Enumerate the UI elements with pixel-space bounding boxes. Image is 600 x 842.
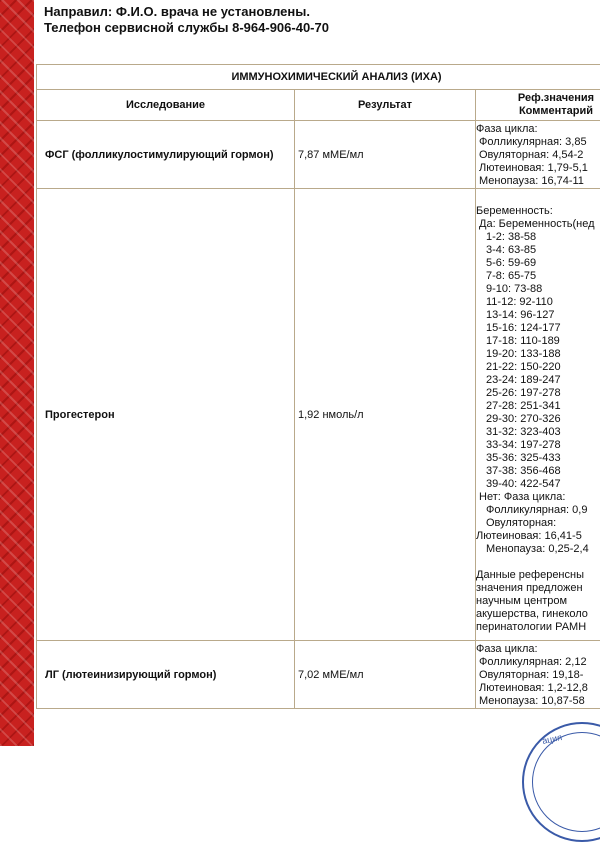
ref-line: Овуляторная: bbox=[476, 517, 600, 530]
ref-line: перинатологии РАМН bbox=[476, 621, 600, 634]
ref-line: научным центром bbox=[476, 595, 600, 608]
ref-line: 25-26: 197-278 bbox=[476, 387, 600, 400]
ref-line: Фолликулярная: 0,9 bbox=[476, 504, 600, 517]
ref-line: 35-36: 325-433 bbox=[476, 452, 600, 465]
table-row bbox=[37, 641, 600, 709]
clinic-stamp bbox=[522, 722, 600, 842]
ref-line: 21-22: 150-220 bbox=[476, 361, 600, 374]
table-row bbox=[37, 121, 600, 189]
ref-line: Нет: Фаза цикла: bbox=[476, 491, 600, 504]
ref-line: 9-10: 73-88 bbox=[476, 283, 600, 296]
ref-line: Фолликулярная: 3,85 bbox=[476, 136, 600, 149]
ref-line: Беременность: bbox=[476, 205, 600, 218]
ref-line: 13-14: 96-127 bbox=[476, 309, 600, 322]
ref-line: 15-16: 124-177 bbox=[476, 322, 600, 335]
test-result: 1,92 нмоль/л bbox=[295, 189, 476, 641]
ref-line: 11-12: 92-110 bbox=[476, 296, 600, 309]
reference-values bbox=[476, 189, 600, 641]
ref-line: 1-2: 38-58 bbox=[476, 231, 600, 244]
decorative-border bbox=[0, 0, 34, 746]
service-phone-line: Телефон сервисной службы 8-964-906-40-70 bbox=[44, 20, 329, 35]
ref-line: Овуляторная: 4,54-2 bbox=[476, 149, 600, 162]
ref-line: 27-28: 251-341 bbox=[476, 400, 600, 413]
ref-line: 39-40: 422-547 bbox=[476, 478, 600, 491]
ref-line: Фаза цикла: bbox=[476, 643, 600, 656]
stamp-text: ация bbox=[541, 732, 563, 746]
test-result: 7,87 мМЕ/мл bbox=[295, 121, 476, 189]
stamp-inner-ring bbox=[532, 732, 600, 832]
test-name: ЛГ (лютеинизирующий гормон) bbox=[37, 641, 295, 709]
ref-line: Лютеиновая: 1,79-5,1 bbox=[476, 162, 600, 175]
ref-line: Менопауза: 0,25-2,4 bbox=[476, 543, 600, 556]
ref-line: Менопауза: 16,74-11 bbox=[476, 175, 600, 188]
column-header-reference bbox=[476, 90, 600, 121]
ref-line: Данные референсны bbox=[476, 569, 600, 582]
ref-header-line-2: Комментарий bbox=[476, 105, 600, 118]
ref-line: 37-38: 356-468 bbox=[476, 465, 600, 478]
ref-header-line-1: Реф.значения bbox=[476, 92, 600, 105]
ref-line: 29-30: 270-326 bbox=[476, 413, 600, 426]
ref-line: Менопауза: 10,87-58 bbox=[476, 695, 600, 708]
ref-line: Фаза цикла: bbox=[476, 123, 600, 136]
ref-line: 17-18: 110-189 bbox=[476, 335, 600, 348]
test-name: Прогестерон bbox=[37, 189, 295, 641]
ref-line: 5-6: 59-69 bbox=[476, 257, 600, 270]
column-header-result: Результат bbox=[295, 90, 476, 121]
ref-line: акушерства, гинеколо bbox=[476, 608, 600, 621]
referrer-line: Направил: Ф.И.О. врача не установлены. bbox=[44, 4, 310, 19]
ref-line: 7-8: 65-75 bbox=[476, 270, 600, 283]
ref-line: 23-24: 189-247 bbox=[476, 374, 600, 387]
ref-line: Овуляторная: 19,18- bbox=[476, 669, 600, 682]
results-table bbox=[36, 64, 600, 709]
ref-spacer bbox=[476, 556, 600, 569]
ref-line: Лютеиновая: 16,41-5 bbox=[476, 530, 600, 543]
ref-line: Фолликулярная: 2,12 bbox=[476, 656, 600, 669]
ref-line: 19-20: 133-188 bbox=[476, 348, 600, 361]
ref-line: значения предложен bbox=[476, 582, 600, 595]
ref-line: 31-32: 323-403 bbox=[476, 426, 600, 439]
ref-line: 33-34: 197-278 bbox=[476, 439, 600, 452]
test-name: ФСГ (фолликулостимулирующий гормон) bbox=[37, 121, 295, 189]
table-title: ИММУНОХИМИЧЕСКИЙ АНАЛИЗ (ИХА) bbox=[37, 65, 600, 90]
ref-line: 3-4: 63-85 bbox=[476, 244, 600, 257]
ref-line: Лютеиновая: 1,2-12,8 bbox=[476, 682, 600, 695]
table-row bbox=[37, 189, 600, 641]
column-header-study: Исследование bbox=[37, 90, 295, 121]
reference-values bbox=[476, 641, 600, 709]
reference-values bbox=[476, 121, 600, 189]
ref-line: Да: Беременность(нед bbox=[476, 218, 600, 231]
test-result: 7,02 мМЕ/мл bbox=[295, 641, 476, 709]
